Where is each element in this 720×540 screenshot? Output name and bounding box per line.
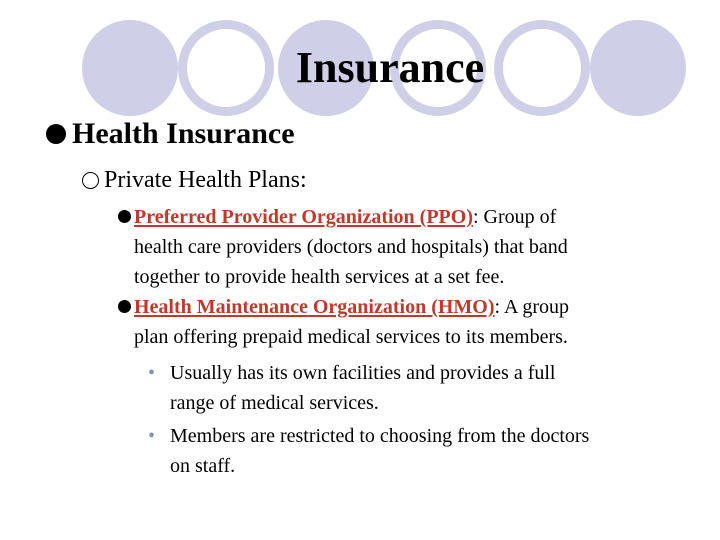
hollow-bullet-icon bbox=[82, 172, 99, 189]
hmo-subitem-2 bbox=[148, 421, 590, 481]
filled-bullet-icon bbox=[118, 300, 131, 313]
ppo-line-1 bbox=[134, 202, 568, 232]
hmo-subitem-2-line-1: Members are restricted to choosing from the doctors bbox=[170, 425, 590, 447]
hmo-subitem-1-line-2: range of medical services. bbox=[170, 392, 379, 414]
ppo-colon: : bbox=[472, 206, 479, 228]
ppo-line-3: together to provide health services at a set fee. bbox=[134, 266, 505, 288]
slide-title: Insurance bbox=[295, 43, 485, 92]
hmo-line-1 bbox=[134, 292, 569, 322]
hmo-subitem-1-line-1: Usually has its own facilities and provides a full bbox=[170, 362, 556, 384]
hmo-colon: : bbox=[494, 296, 501, 318]
subheading-text: Private Health Plans: bbox=[104, 167, 307, 193]
small-bullet-icon: • bbox=[148, 362, 156, 384]
ppo-term: Preferred Provider Organization (PPO) bbox=[134, 206, 473, 228]
hmo-subitem-1 bbox=[148, 358, 556, 418]
ppo-line1-rest: Group of bbox=[478, 206, 557, 228]
hmo-line1-rest: A group bbox=[500, 296, 569, 318]
hmo-term: Health Maintenance Organization (HMO) bbox=[134, 296, 495, 318]
hmo-line-2: plan offering prepaid medical services to its members. bbox=[134, 326, 568, 348]
filled-bullet-icon bbox=[46, 124, 66, 144]
level2-bullet-item bbox=[104, 162, 307, 198]
level1-bullet-item bbox=[72, 112, 295, 156]
heading-text: Health Insurance bbox=[72, 117, 295, 150]
ppo-item bbox=[134, 202, 568, 292]
ppo-line-2: health care providers (doctors and hospitals) that band bbox=[134, 236, 568, 258]
filled-bullet-icon bbox=[118, 210, 131, 223]
hmo-item bbox=[134, 292, 569, 352]
hmo-subitem-2-line-2: on staff. bbox=[170, 455, 236, 477]
small-bullet-icon: • bbox=[148, 425, 156, 447]
